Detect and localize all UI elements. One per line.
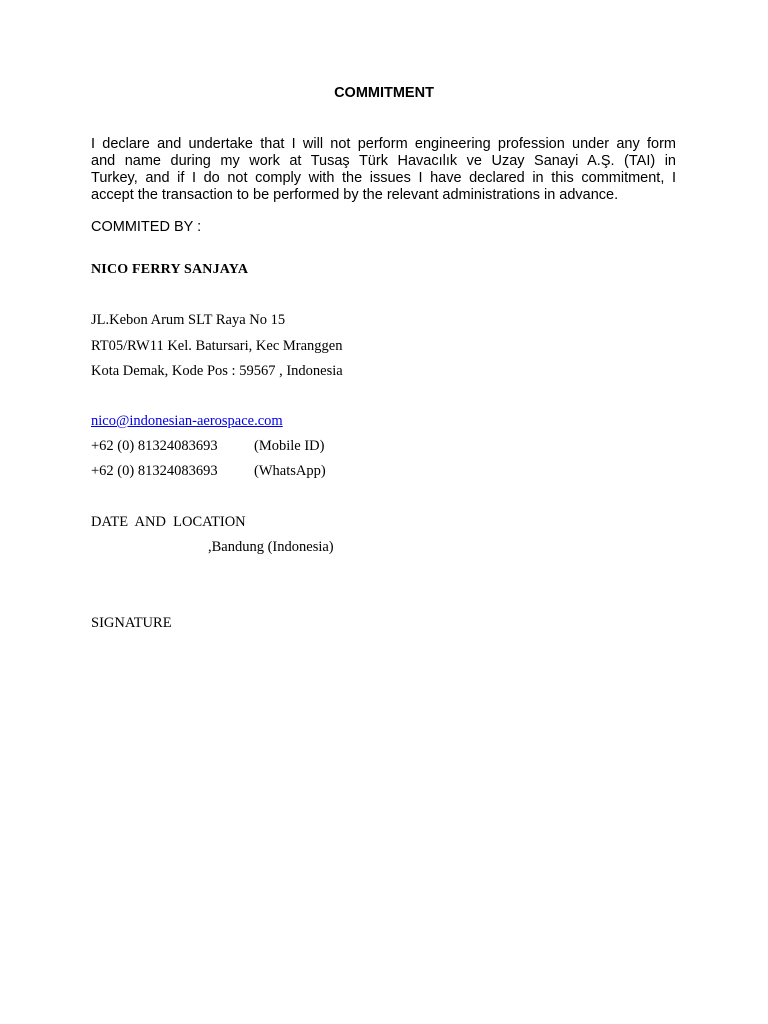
phone-row-mobile [91,438,324,455]
paragraph-line: accept the transaction to be performed by the relevant administrations in advance. [91,187,619,203]
phone-row-whatsapp [91,463,326,480]
paragraph-line: Turkey, and if I do not comply with the issues I have declared in this commitment, I [91,170,676,186]
address-line: RT05/RW11 Kel. Batursari, Kec Mranggen [91,338,343,354]
committed-by-label: COMMITED BY : [91,219,202,235]
signer-name: NICO FERRY SANJAYA [91,262,249,277]
date-location-label: DATE AND LOCATION [91,514,246,530]
location-value: ,Bandung (Indonesia) [208,539,334,555]
address-line: Kota Demak, Kode Pos : 59567 , Indonesia [91,363,343,379]
phone-number: +62 (0) 81324083693 [91,438,218,454]
paragraph-line: and name during my work at Tusaş Türk Havacılık ve Uzay Sanayi A.Ş. (TAI) in [91,153,676,169]
commitment-paragraph [91,136,676,204]
signature-label: SIGNATURE [91,615,172,631]
document-title: COMMITMENT [334,85,434,101]
phone-label: (WhatsApp) [254,463,326,479]
paragraph-line: I declare and undertake that I will not perform engineering profession under any form [91,136,676,152]
email-link[interactable]: nico@indonesian-aerospace.com [91,413,283,429]
phone-number: +62 (0) 81324083693 [91,463,218,479]
phone-label: (Mobile ID) [254,438,325,454]
address-line: JL.Kebon Arum SLT Raya No 15 [91,312,286,328]
